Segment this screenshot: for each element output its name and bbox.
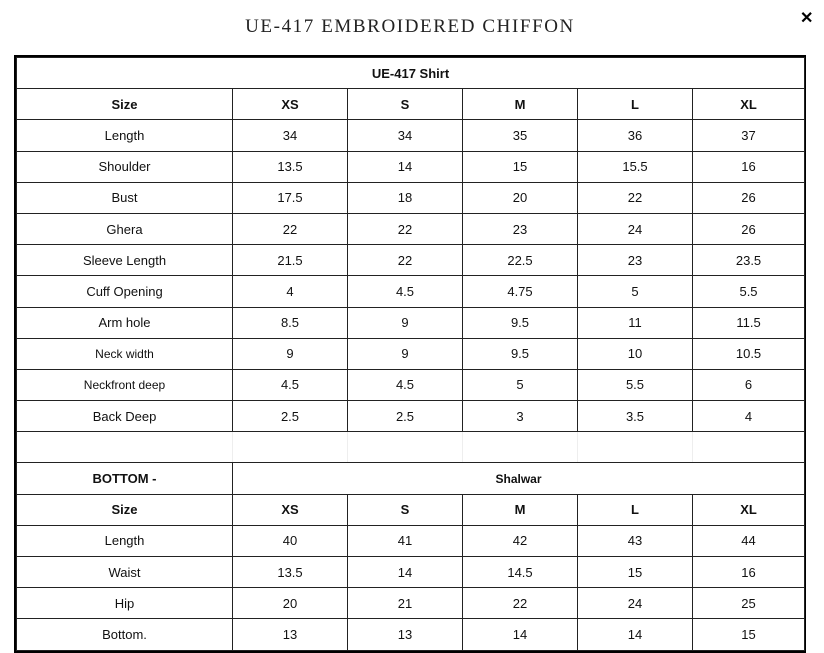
size-header: XS <box>233 89 348 120</box>
measure-value: 20 <box>233 588 348 619</box>
measure-label: Neck width <box>17 338 233 369</box>
spacer-cell <box>233 432 348 463</box>
measure-value: 11 <box>578 307 693 338</box>
measure-value: 16 <box>693 151 805 182</box>
measure-value: 5.5 <box>578 369 693 400</box>
measure-value: 14 <box>348 557 463 588</box>
shirt-row <box>17 213 805 244</box>
shirt-row <box>17 245 805 276</box>
measure-value: 14 <box>463 619 578 650</box>
measure-value: 11.5 <box>693 307 805 338</box>
measure-value: 8.5 <box>233 307 348 338</box>
measure-value: 2.5 <box>348 401 463 432</box>
spacer-cell <box>463 432 578 463</box>
shirt-row <box>17 338 805 369</box>
measure-value: 26 <box>693 213 805 244</box>
shirt-row <box>17 276 805 307</box>
measure-value: 6 <box>693 369 805 400</box>
shirt-size-row <box>17 89 805 120</box>
measure-value: 9.5 <box>463 338 578 369</box>
measure-value: 13.5 <box>233 557 348 588</box>
bottom-row <box>17 588 805 619</box>
measure-value: 3 <box>463 401 578 432</box>
bottom-size-row <box>17 494 805 525</box>
close-icon[interactable]: ✕ <box>800 10 814 27</box>
measure-label: Back Deep <box>17 401 233 432</box>
measure-value: 9 <box>233 338 348 369</box>
measure-value: 9.5 <box>463 307 578 338</box>
measure-value: 14 <box>348 151 463 182</box>
measure-value: 34 <box>348 120 463 151</box>
measure-label: Arm hole <box>17 307 233 338</box>
measure-label: Bust <box>17 182 233 213</box>
size-header: L <box>578 89 693 120</box>
measure-value: 22 <box>463 588 578 619</box>
measure-value: 9 <box>348 307 463 338</box>
measure-value: 2.5 <box>233 401 348 432</box>
bottom-row <box>17 619 805 650</box>
measure-value: 42 <box>463 525 578 556</box>
measure-value: 21 <box>348 588 463 619</box>
measure-value: 43 <box>578 525 693 556</box>
measure-value: 15 <box>693 619 805 650</box>
measure-value: 23 <box>463 213 578 244</box>
measure-value: 15 <box>578 557 693 588</box>
shirt-row <box>17 307 805 338</box>
measure-value: 4.5 <box>233 369 348 400</box>
spacer-row <box>17 432 805 463</box>
shirt-row <box>17 369 805 400</box>
measure-value: 13 <box>348 619 463 650</box>
measure-label: Hip <box>17 588 233 619</box>
measure-value: 4.75 <box>463 276 578 307</box>
size-header: XL <box>693 494 805 525</box>
size-header: S <box>348 89 463 120</box>
measure-label: Waist <box>17 557 233 588</box>
measure-value: 22.5 <box>463 245 578 276</box>
size-header: S <box>348 494 463 525</box>
bottom-label: BOTTOM - <box>17 463 233 494</box>
size-header: M <box>463 89 578 120</box>
bottom-header-row <box>17 463 805 494</box>
measure-value: 10.5 <box>693 338 805 369</box>
measure-value: 20 <box>463 182 578 213</box>
page-title: UE-417 EMBROIDERED CHIFFON <box>245 16 575 37</box>
spacer-cell <box>578 432 693 463</box>
measure-value: 15 <box>463 151 578 182</box>
size-label: Size <box>17 494 233 525</box>
shirt-row <box>17 151 805 182</box>
measure-value: 13.5 <box>233 151 348 182</box>
measure-label: Sleeve Length <box>17 245 233 276</box>
measure-value: 40 <box>233 525 348 556</box>
size-header: XS <box>233 494 348 525</box>
measure-value: 23 <box>578 245 693 276</box>
measure-value: 35 <box>463 120 578 151</box>
size-chart <box>14 55 806 653</box>
measure-value: 15.5 <box>578 151 693 182</box>
measure-value: 14 <box>578 619 693 650</box>
spacer-cell <box>348 432 463 463</box>
bottom-row <box>17 525 805 556</box>
size-header: M <box>463 494 578 525</box>
measure-value: 25 <box>693 588 805 619</box>
measure-value: 10 <box>578 338 693 369</box>
measure-value: 4.5 <box>348 369 463 400</box>
shirt-header-row <box>17 58 805 89</box>
measure-value: 4 <box>233 276 348 307</box>
bottom-row <box>17 557 805 588</box>
measure-label: Bottom. <box>17 619 233 650</box>
size-chart-table <box>16 57 805 651</box>
measure-label: Length <box>17 120 233 151</box>
bottom-header: Shalwar <box>233 463 805 494</box>
measure-value: 36 <box>578 120 693 151</box>
size-header: XL <box>693 89 805 120</box>
measure-label: Neckfront deep <box>17 369 233 400</box>
measure-value: 24 <box>578 213 693 244</box>
shirt-row <box>17 401 805 432</box>
measure-value: 22 <box>348 245 463 276</box>
spacer-cell <box>693 432 805 463</box>
measure-value: 13 <box>233 619 348 650</box>
shirt-row <box>17 182 805 213</box>
measure-value: 14.5 <box>463 557 578 588</box>
measure-value: 4.5 <box>348 276 463 307</box>
measure-value: 26 <box>693 182 805 213</box>
measure-value: 34 <box>233 120 348 151</box>
measure-value: 44 <box>693 525 805 556</box>
measure-value: 5 <box>578 276 693 307</box>
size-header: L <box>578 494 693 525</box>
measure-value: 5 <box>463 369 578 400</box>
measure-value: 22 <box>233 213 348 244</box>
spacer-cell <box>17 432 233 463</box>
measure-value: 37 <box>693 120 805 151</box>
shirt-row <box>17 120 805 151</box>
measure-value: 24 <box>578 588 693 619</box>
measure-value: 41 <box>348 525 463 556</box>
measure-label: Length <box>17 525 233 556</box>
shirt-header: UE-417 Shirt <box>17 58 805 89</box>
measure-value: 4 <box>693 401 805 432</box>
measure-value: 9 <box>348 338 463 369</box>
measure-label: Cuff Opening <box>17 276 233 307</box>
measure-label: Shoulder <box>17 151 233 182</box>
measure-value: 17.5 <box>233 182 348 213</box>
measure-value: 5.5 <box>693 276 805 307</box>
measure-value: 23.5 <box>693 245 805 276</box>
measure-value: 18 <box>348 182 463 213</box>
measure-value: 21.5 <box>233 245 348 276</box>
measure-value: 3.5 <box>578 401 693 432</box>
measure-value: 16 <box>693 557 805 588</box>
measure-value: 22 <box>348 213 463 244</box>
measure-label: Ghera <box>17 213 233 244</box>
measure-value: 22 <box>578 182 693 213</box>
size-label: Size <box>17 89 233 120</box>
